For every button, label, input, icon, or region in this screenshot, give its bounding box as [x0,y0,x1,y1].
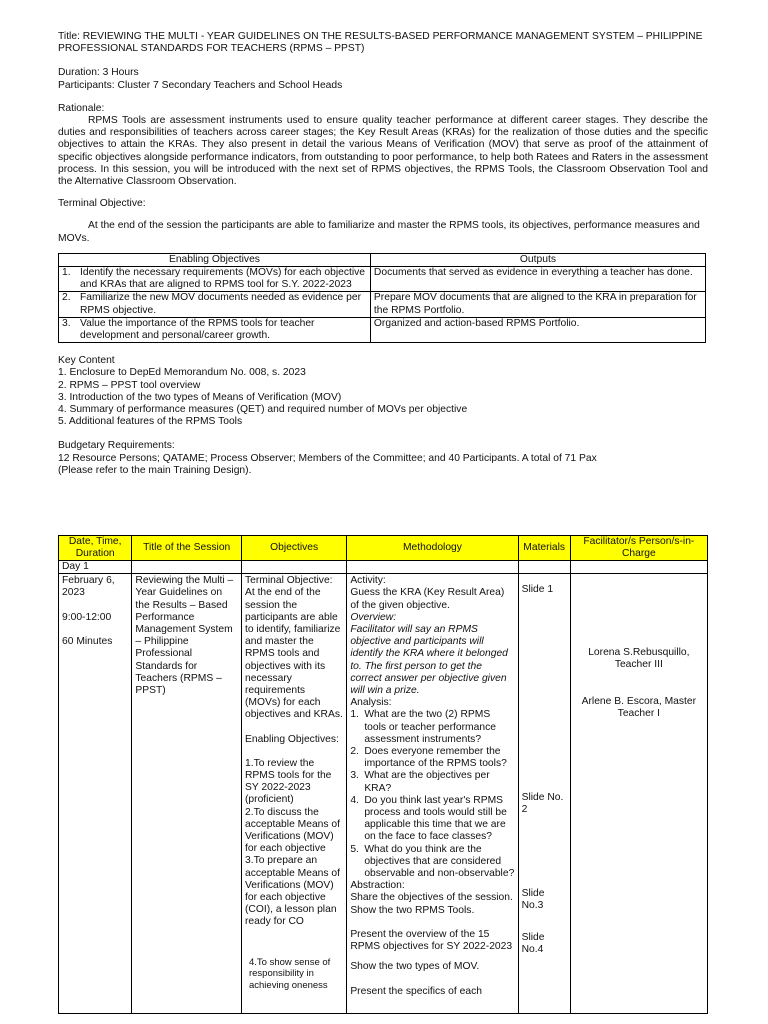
session-title-cell [132,574,242,1014]
row-output: Documents that served as evidence in everything a teacher has done. [370,267,705,292]
key-content-item: 5. Additional features of the RPMS Tools [58,416,243,428]
present-specifics: Present the specifics of each [350,985,482,997]
session-date: February 6, 2023 [62,575,115,599]
rationale-body: RPMS Tools are assessment instruments used to ensure quality teacher performance at different career stages. They describe the duties and responsibilities of teachers across career stages; the Key Result Areas (KRAs) for the realization of those duties and the specific objectives to attain the KRAs. They also present in detail the various Means of Verification (MOV) that serve as proof of the attainment of specific objectives alongside performance indicators, from outstanding to poor performance, to help both Ratees and Raters in the assessment process. In this session, you will be introduced with the next set of RPMS objectives, the RPMS Tools, the Classroom Observation Tool and the Alternative Classroom Observation. [58,115,708,188]
facilitator-1: Lorena S.Rebusquillo, Teacher III [588,647,690,671]
key-content-item: 3. Introduction of the two types of Means of Verification (MOV) [58,391,342,403]
terminal-objective-heading: Terminal Objective: [58,198,146,210]
material-item: Slide 1 [521,584,554,596]
enabling-objective-4: 4.To show sense of responsibility in achieving oneness [248,956,331,991]
budget-heading: Budgetary Requirements: [58,440,175,452]
participants: Participants: Cluster 7 Secondary Teachers and School Heads [58,79,343,91]
material-item: Slide No.3 [521,888,545,912]
session-minutes: 60 Minutes [62,635,113,647]
row-output: Organized and action-based RPMS Portfolio. [370,317,705,342]
overview-heading: Overview: [350,611,397,623]
overview-text: Facilitator will say an RPMS objective and participants will identify the KRA where it belonged to. The first person to get the correct answer per objective given will win a prize. [350,624,508,697]
header-outputs: Outputs [370,253,705,266]
enabling-objectives-heading: Enabling Objectives: [244,733,339,745]
abstraction-line1: Share the objectives of the session. [350,892,513,904]
row-output: Prepare MOV documents that are aligned to the KRA in preparation for the RPMS Portfolio. [370,292,705,317]
key-content-item: 4. Summary of performance measures (QET) and required number of MOVs per objective [58,404,468,416]
row-objective: Familiarize the new MOV documents needed as evidence per RPMS objective. [80,292,362,316]
key-content-section [58,355,708,428]
day-label: Day 1 [59,561,132,574]
header-enabling-objectives: Enabling Objectives [59,253,371,266]
session-time: 9:00-12:00 [62,611,112,623]
materials-cell [518,574,570,1014]
key-content-heading: Key Content [58,355,115,367]
document-title-line2: PROFESSIONAL STANDARDS FOR TEACHERS (RPMS – PPST) [58,43,365,55]
enabling-objective: 1.To review the RPMS tools for the SY 2022-2023 (proficient) [244,757,332,806]
table-row [59,317,706,342]
table-row [59,574,708,1014]
list-item: 1. What are the two (2) RPMS tools or teacher performance assessment instruments? [350,709,496,745]
show-mov: Show the two types of MOV. [350,961,480,973]
material-item: Slide No.4 [521,932,545,956]
budget-line2: (Please refer to the main Training Design). [58,464,252,476]
budget-section [58,440,708,477]
header-materials: Materials [518,536,570,561]
terminal-objective-body: At the end of the session the participants are able to familiarize and master the RPMS tools, its objectives, performance measures and MOVs. [58,220,700,244]
row-number: 2. [62,292,71,304]
date-cell [59,574,132,1014]
table-header-row [59,253,706,266]
key-content-item: 1. Enclosure to DepEd Memorandum No. 008, s. 2023 [58,367,306,379]
header-objectives: Objectives [241,536,346,561]
abstraction-heading: Abstraction: [350,880,405,892]
header-methodology: Methodology [347,536,518,561]
header-title: Title of the Session [132,536,242,561]
abstraction-line2: Show the two RPMS Tools. [350,904,475,916]
material-item: Slide No. 2 [521,792,564,816]
budget-line1: 12 Resource Persons; QATAME; Process Observer; Members of the Committee; and 40 Participants. A total of 71 Pax [58,452,597,464]
header-date: Date, Time, Duration [59,536,132,561]
present-overview: Present the overview of the 15 RPMS objectives for SY 2022-2023 [350,928,513,953]
objectives-cell [241,574,346,1014]
table-row [59,292,706,317]
row-number: 1. [62,267,71,279]
facilitator-cell [570,574,707,1014]
document-page [58,31,708,477]
enabling-objective: 3.To prepare an acceptable Means of Verifications (MOV) for each objective (COI), a lesson plan ready for CO [244,855,341,928]
row-objective: Identify the necessary requirements (MOVs) for each objective and KRAs that are aligned to RPMS tool for S.Y. 2022-2023 [80,267,366,291]
session-title: Reviewing the Multi – Year Guidelines on the Results – Based Performance Management System – Philippine Professional Standards for Teachers (RPMS – PPST) [135,575,234,697]
activity-text: Guess the KRA (Key Result Area) of the given objective. [350,587,505,611]
row-objective: Value the importance of the RPMS tools for teacher development and personal/career growth. [80,317,315,342]
list-item: 5. What do you think are the objectives that are considered observable and non-observable? [350,843,515,880]
list-item: 4. Do you think last year's RPMS process and tools would still be applicable this time that we are on the face to face classes? [350,794,507,843]
enabling-objectives-table [58,253,706,343]
activity-heading: Activity: [350,575,386,587]
session-schedule-table [58,535,708,1014]
schedule-header-row [59,536,708,561]
document-title-line1: Title: REVIEWING THE MULTI - YEAR GUIDELINES ON THE RESULTS-BASED PERFORMANCE MANAGEMENT SYSTEM – PHILIPPINE [58,31,703,42]
terminal-objective: Terminal Objective: At the end of the session the participants are able to identify, familiarize and master the RPMS tools and objectives with its necessary requirements (MOVs) for each objectives and KRAs. [244,575,343,721]
duration: Duration: 3 Hours [58,67,139,79]
list-item: 3. What are the objectives per KRA? [350,770,490,794]
rationale-heading: Rationale: [58,102,105,114]
list-item: 2. Does everyone remember the importance of the RPMS tools? [350,746,507,770]
table-row [59,267,706,292]
header-facilitator: Facilitator/s Person/s-in-Charge [570,536,707,561]
row-number: 3. [62,317,71,329]
facilitator-2: Arlene B. Escora, Master Teacher I [581,695,697,719]
analysis-heading: Analysis: [350,697,392,709]
day-row [59,561,708,574]
enabling-objective: 2.To discuss the acceptable Means of Verifications (MOV) for each objective [244,806,341,855]
methodology-cell [347,574,518,1014]
key-content-item: 2. RPMS – PPST tool overview [58,379,201,391]
